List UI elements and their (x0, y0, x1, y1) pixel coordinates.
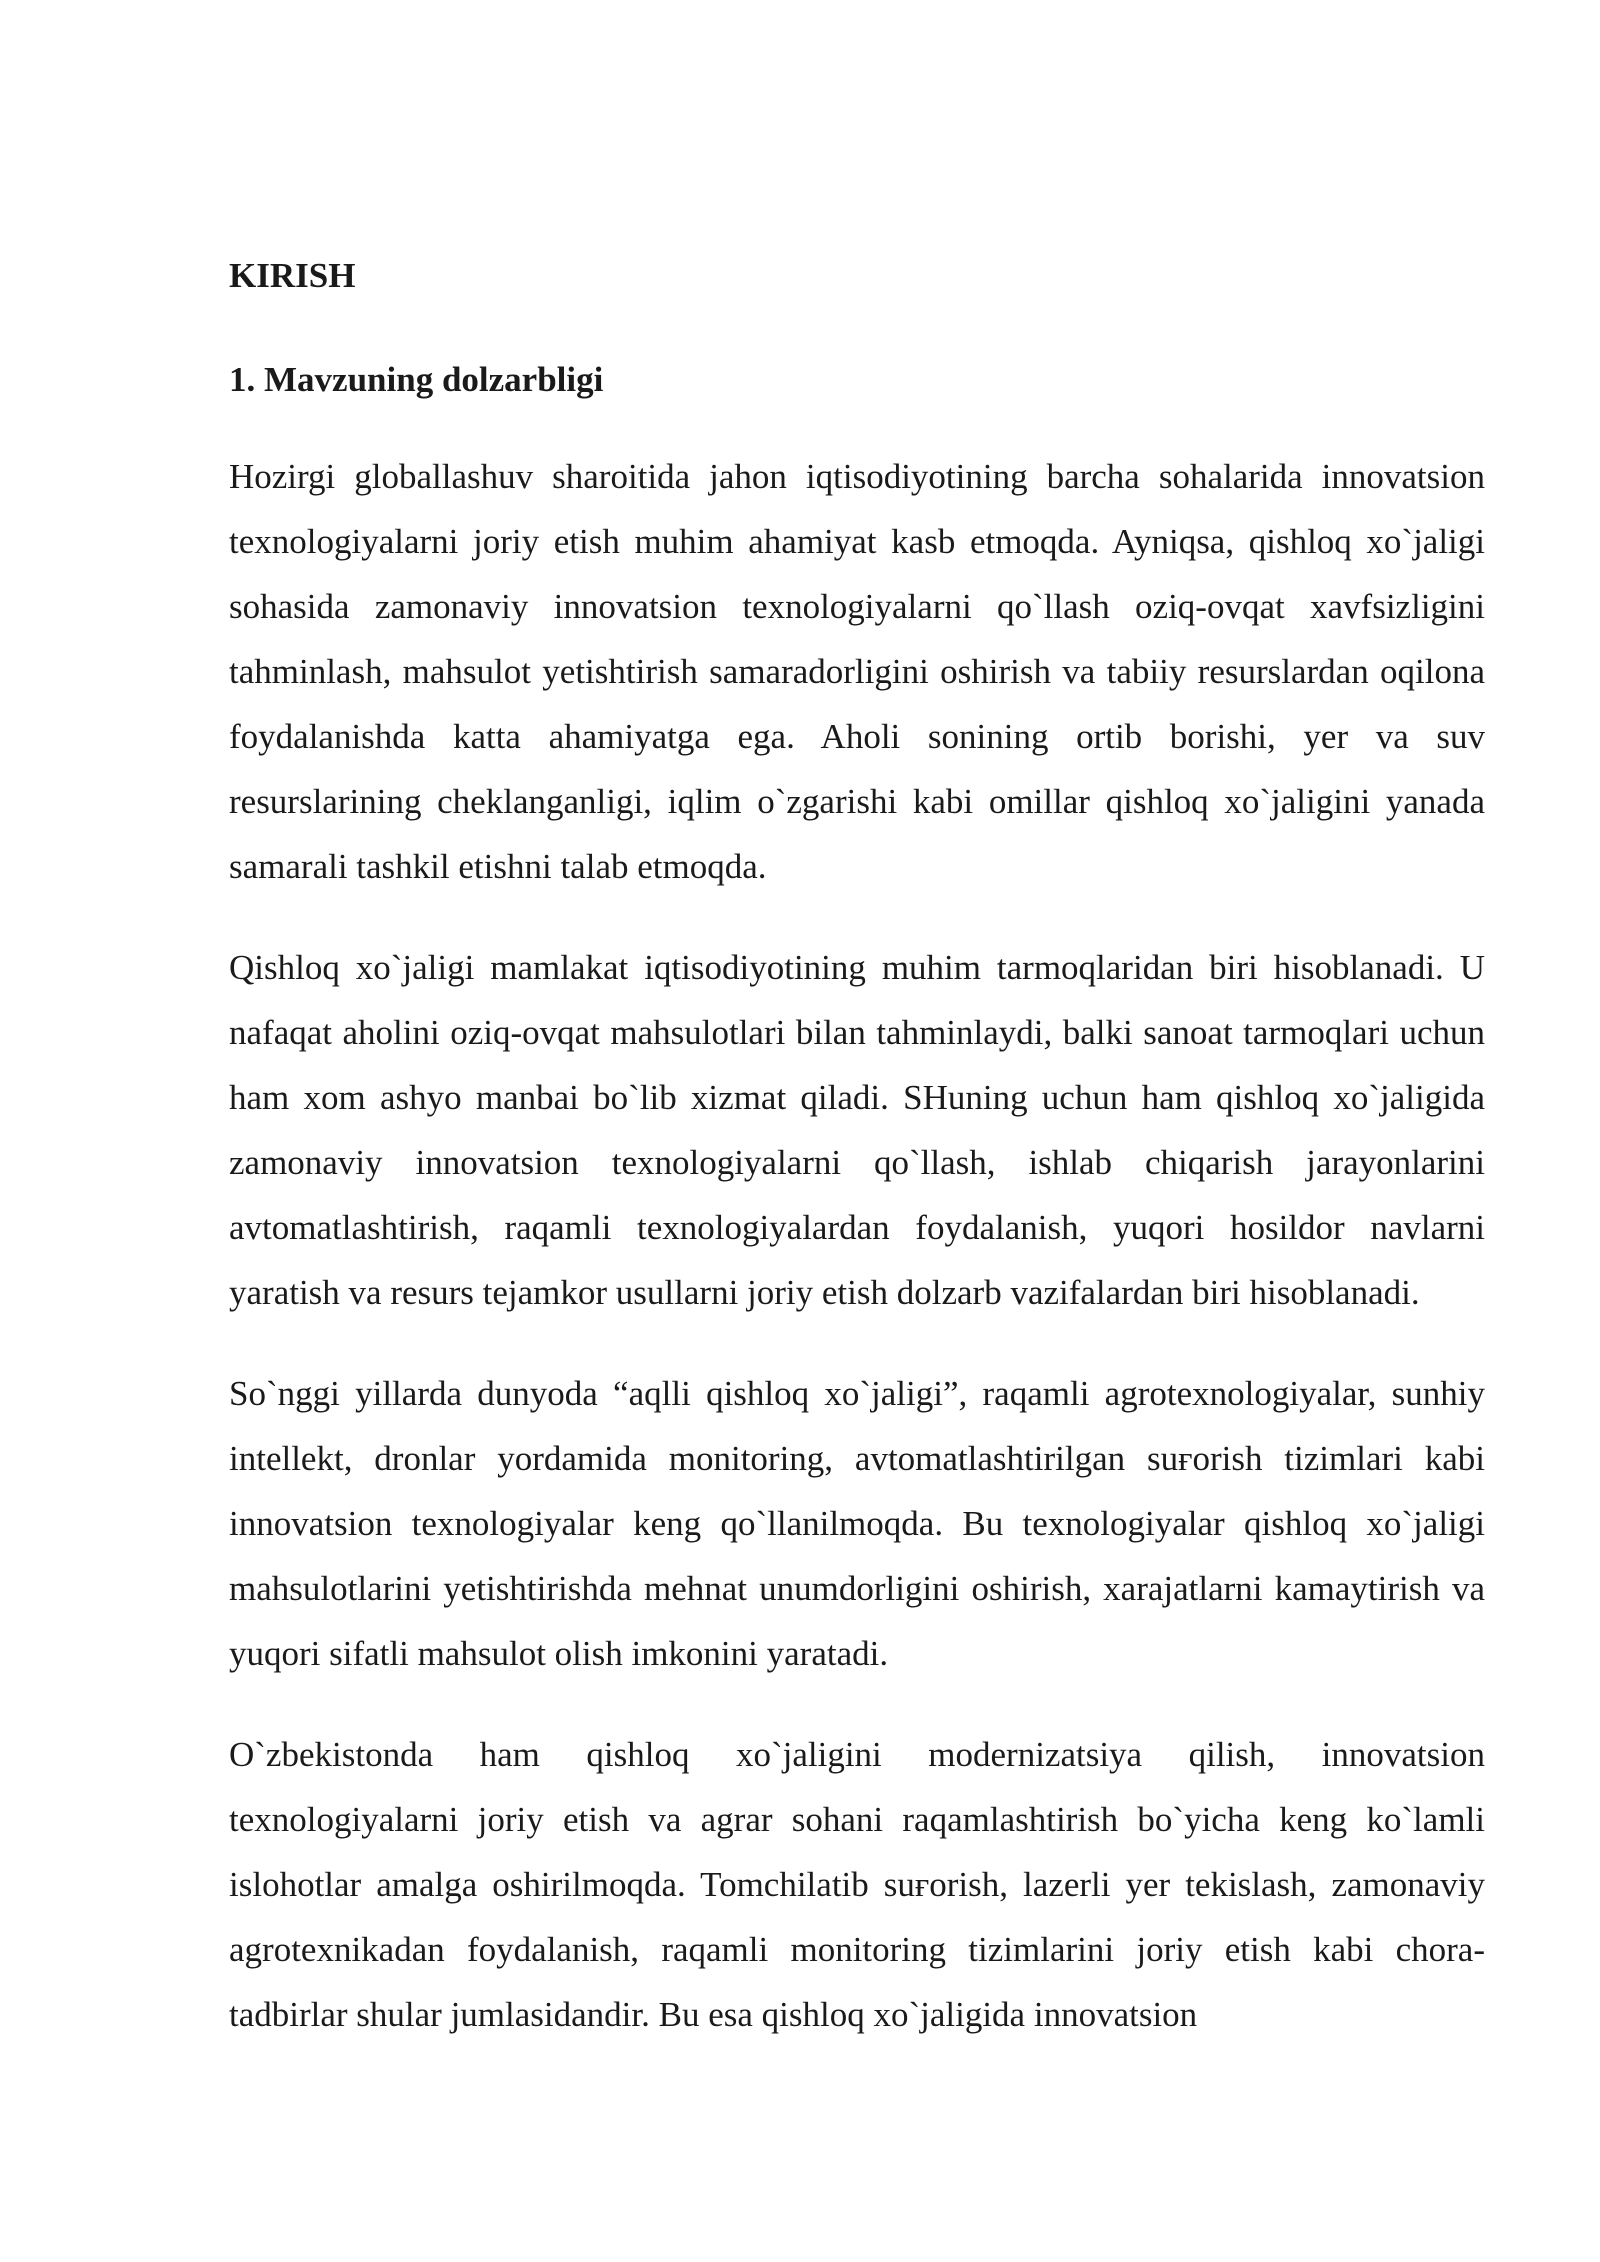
paragraph-3: So`nggi yillarda dunyoda “aqlli qishloq xo`jaligi”, raqamli agrotexnologiyalar, sunhiy intellekt, dronlar yordamida monitoring, avtomatlashtirilgan suғorish tizimlari kabi innovatsion texnologiyalar keng qo`llanilmoqda. Bu texnologiyalar qishloq xo`jaligi mahsulotlarini yetishtirishda mehnat unumdorligini oshirish, xarajatlarni kamaytirish va yuqori sifatli mahsulot olish imkonini yaratadi. (229, 1374, 1485, 1673)
paragraph-2: Qishloq xo`jaligi mamlakat iqtisodiyotining muhim tarmoqlaridan biri hisoblanadi. U nafaqat aholini oziq-ovqat mahsulotlari bilan tahminlaydi, balki sanoat tarmoqlari uchun ham xom ashyo manbai bo`lib xizmat qiladi. SHuning uchun ham qishloq xo`jaligida zamonaviy innovatsion texnologiyalarni qo`llash, ishlab chiqarish jarayonlarini avtomatlashtirish, raqamli texnologiyalardan foydalanish, yuqori hosildor navlarni yaratish va resurs tejamkor usullarni joriy etish dolzarb vazifalardan biri hisoblanadi. (229, 948, 1485, 1312)
document-title: KIRISH (229, 256, 356, 295)
paragraph-4: O`zbekistonda ham qishloq xo`jaligini modernizatsiya qilish, innovatsion texnologiyalarni joriy etish va agrar sohani raqamlashtirish bo`yicha keng ko`lamli islohotlar amalga oshirilmoqda. Tomchilatib suғorish, lazerli yer tekislash, zamonaviy agrotexnikadan foydalanish, raqamli monitoring tizimlarini joriy etish kabi chora-tadbirlar shular jumlasidandir. Bu esa qishloq xo`jaligida innovatsion (229, 1735, 1485, 2034)
paragraph-1: Hozirgi globallashuv sharoitida jahon iqtisodiyotining barcha sohalarida innovatsion texnologiyalarni joriy etish muhim ahamiyat kasb etmoqda. Ayniqsa, qishloq xo`jaligi sohasida zamonaviy innovatsion texnologiyalarni qo`llash oziq-ovqat xavfsizligini tahminlash, mahsulot yetishtirish samaradorligini oshirish va tabiiy resurslardan oqilona foydalanishda katta ahamiyatga ega. Aholi sonining ortib borishi, yer va suv resurslarining cheklanganligi, iqlim o`zgarishi kabi omillar qishloq xo`jaligini yanada samarali tashkil etishni talab etmoqda. (229, 457, 1485, 886)
section-heading: 1. Mavzuning dolzarbligi (229, 360, 604, 399)
document-body (229, 248, 1485, 2083)
